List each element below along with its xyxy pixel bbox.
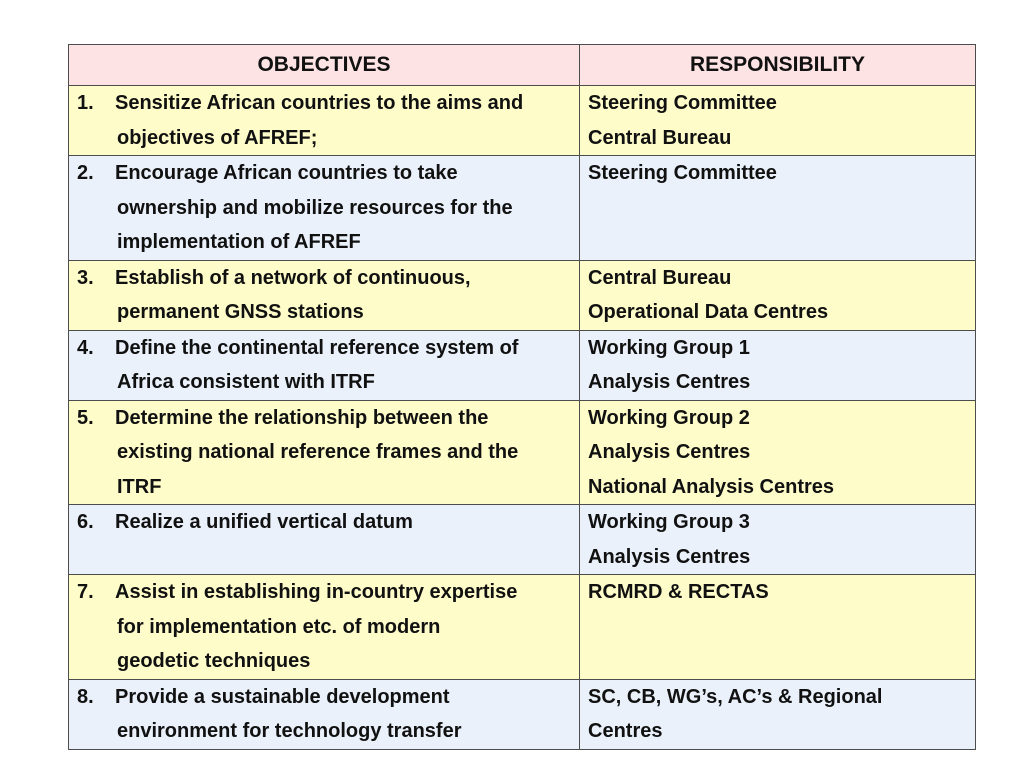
objective-cell [69,260,580,330]
objective-continuation-line: Africa consistent with ITRF [117,371,375,393]
responsibility-text [580,156,975,191]
responsible-party: Steering Committee [588,92,777,114]
objective-cell [69,679,580,749]
objective-text [69,86,579,155]
objective-first-line: Encourage African countries to take [115,162,458,184]
responsible-party: Working Group 2 [588,406,750,429]
objective-number: 6. [77,511,94,533]
objective-continuation-line: geodetic techniques [117,650,311,672]
table-row [69,679,976,749]
responsible-party: National Analysis Centres [588,475,835,498]
objective-number: 5. [77,406,94,429]
responsibility-cell [580,260,976,330]
responsible-party: Working Group 1 [588,336,750,359]
responsibility-cell [580,679,976,749]
responsibility-text [580,680,975,749]
objective-cell [69,505,580,575]
responsibility-text [580,575,975,610]
objective-number: 2. [77,162,94,184]
objective-first-line: Sensitize African countries to the aims and [115,92,524,114]
objectives-header: OBJECTIVES [69,45,580,86]
responsible-party: Working Group 3 [588,511,750,533]
objective-cell [69,330,580,400]
responsibility-cell [580,400,976,505]
table-row [69,575,976,680]
objective-cell [69,156,580,261]
objective-continuation-line: permanent GNSS stations [117,301,364,323]
responsibility-cell [580,505,976,575]
responsibility-text [580,261,975,330]
table-header-row [69,45,976,86]
objective-text [69,401,579,505]
table-row [69,156,976,261]
objective-cell [69,575,580,680]
table-row [69,330,976,400]
responsible-party: Central Bureau [588,266,732,289]
responsible-party: Analysis Centres [588,371,751,393]
objectives-table-container [68,44,975,750]
objectives-table [68,44,976,750]
objective-number: 3. [77,266,94,289]
objective-number: 4. [77,336,94,359]
table-row [69,260,976,330]
responsibility-cell [580,575,976,680]
objective-text [69,575,579,679]
table-row [69,505,976,575]
objective-text [69,156,579,260]
responsibility-text [580,401,975,505]
responsibility-cell [580,86,976,156]
responsibility-cell [580,156,976,261]
responsibility-text [580,331,975,400]
objective-first-line: Define the continental reference system of [115,336,519,359]
responsible-party: RCMRD & RECTAS [588,581,769,603]
objective-continuation-line: ITRF [117,475,162,498]
objective-number: 7. [77,581,94,603]
table-row [69,86,976,156]
objective-text [69,261,579,330]
responsibility-text [580,505,975,574]
responsible-party: Central Bureau [588,126,732,149]
responsible-party: Analysis Centres [588,545,751,568]
responsible-party: Analysis Centres [588,441,751,463]
objective-continuation-line: objectives of AFREF; [117,126,318,149]
objective-cell [69,400,580,505]
responsibility-cell [580,330,976,400]
objective-number: 8. [77,685,94,708]
objective-cell [69,86,580,156]
objective-first-line: Determine the relationship between the [115,406,489,429]
objective-text [69,505,579,540]
objective-number: 1. [77,92,94,114]
responsible-party: SC, CB, WG’s, AC’s & Regional [588,685,883,708]
objective-first-line: Realize a unified vertical datum [115,511,413,533]
responsible-party: Centres [588,720,663,742]
objective-continuation-line: implementation of AFREF [117,231,361,253]
objective-first-line: Provide a sustainable development [115,685,450,708]
objective-text [69,680,579,749]
table-row [69,400,976,505]
responsibility-text [580,86,975,155]
objective-continuation-line: ownership and mobilize resources for the [117,196,513,219]
objective-first-line: Assist in establishing in-country expertise [115,581,518,603]
responsible-party: Operational Data Centres [588,301,829,323]
table-body [69,86,976,750]
responsible-party: Steering Committee [588,162,777,184]
objective-continuation-line: environment for technology transfer [117,720,462,742]
objective-first-line: Establish of a network of continuous, [115,266,471,289]
objective-continuation-line: for implementation etc. of modern [117,615,441,638]
responsibility-header: RESPONSIBILITY [580,45,976,86]
objective-continuation-line: existing national reference frames and the [117,441,519,463]
objective-text [69,331,579,400]
